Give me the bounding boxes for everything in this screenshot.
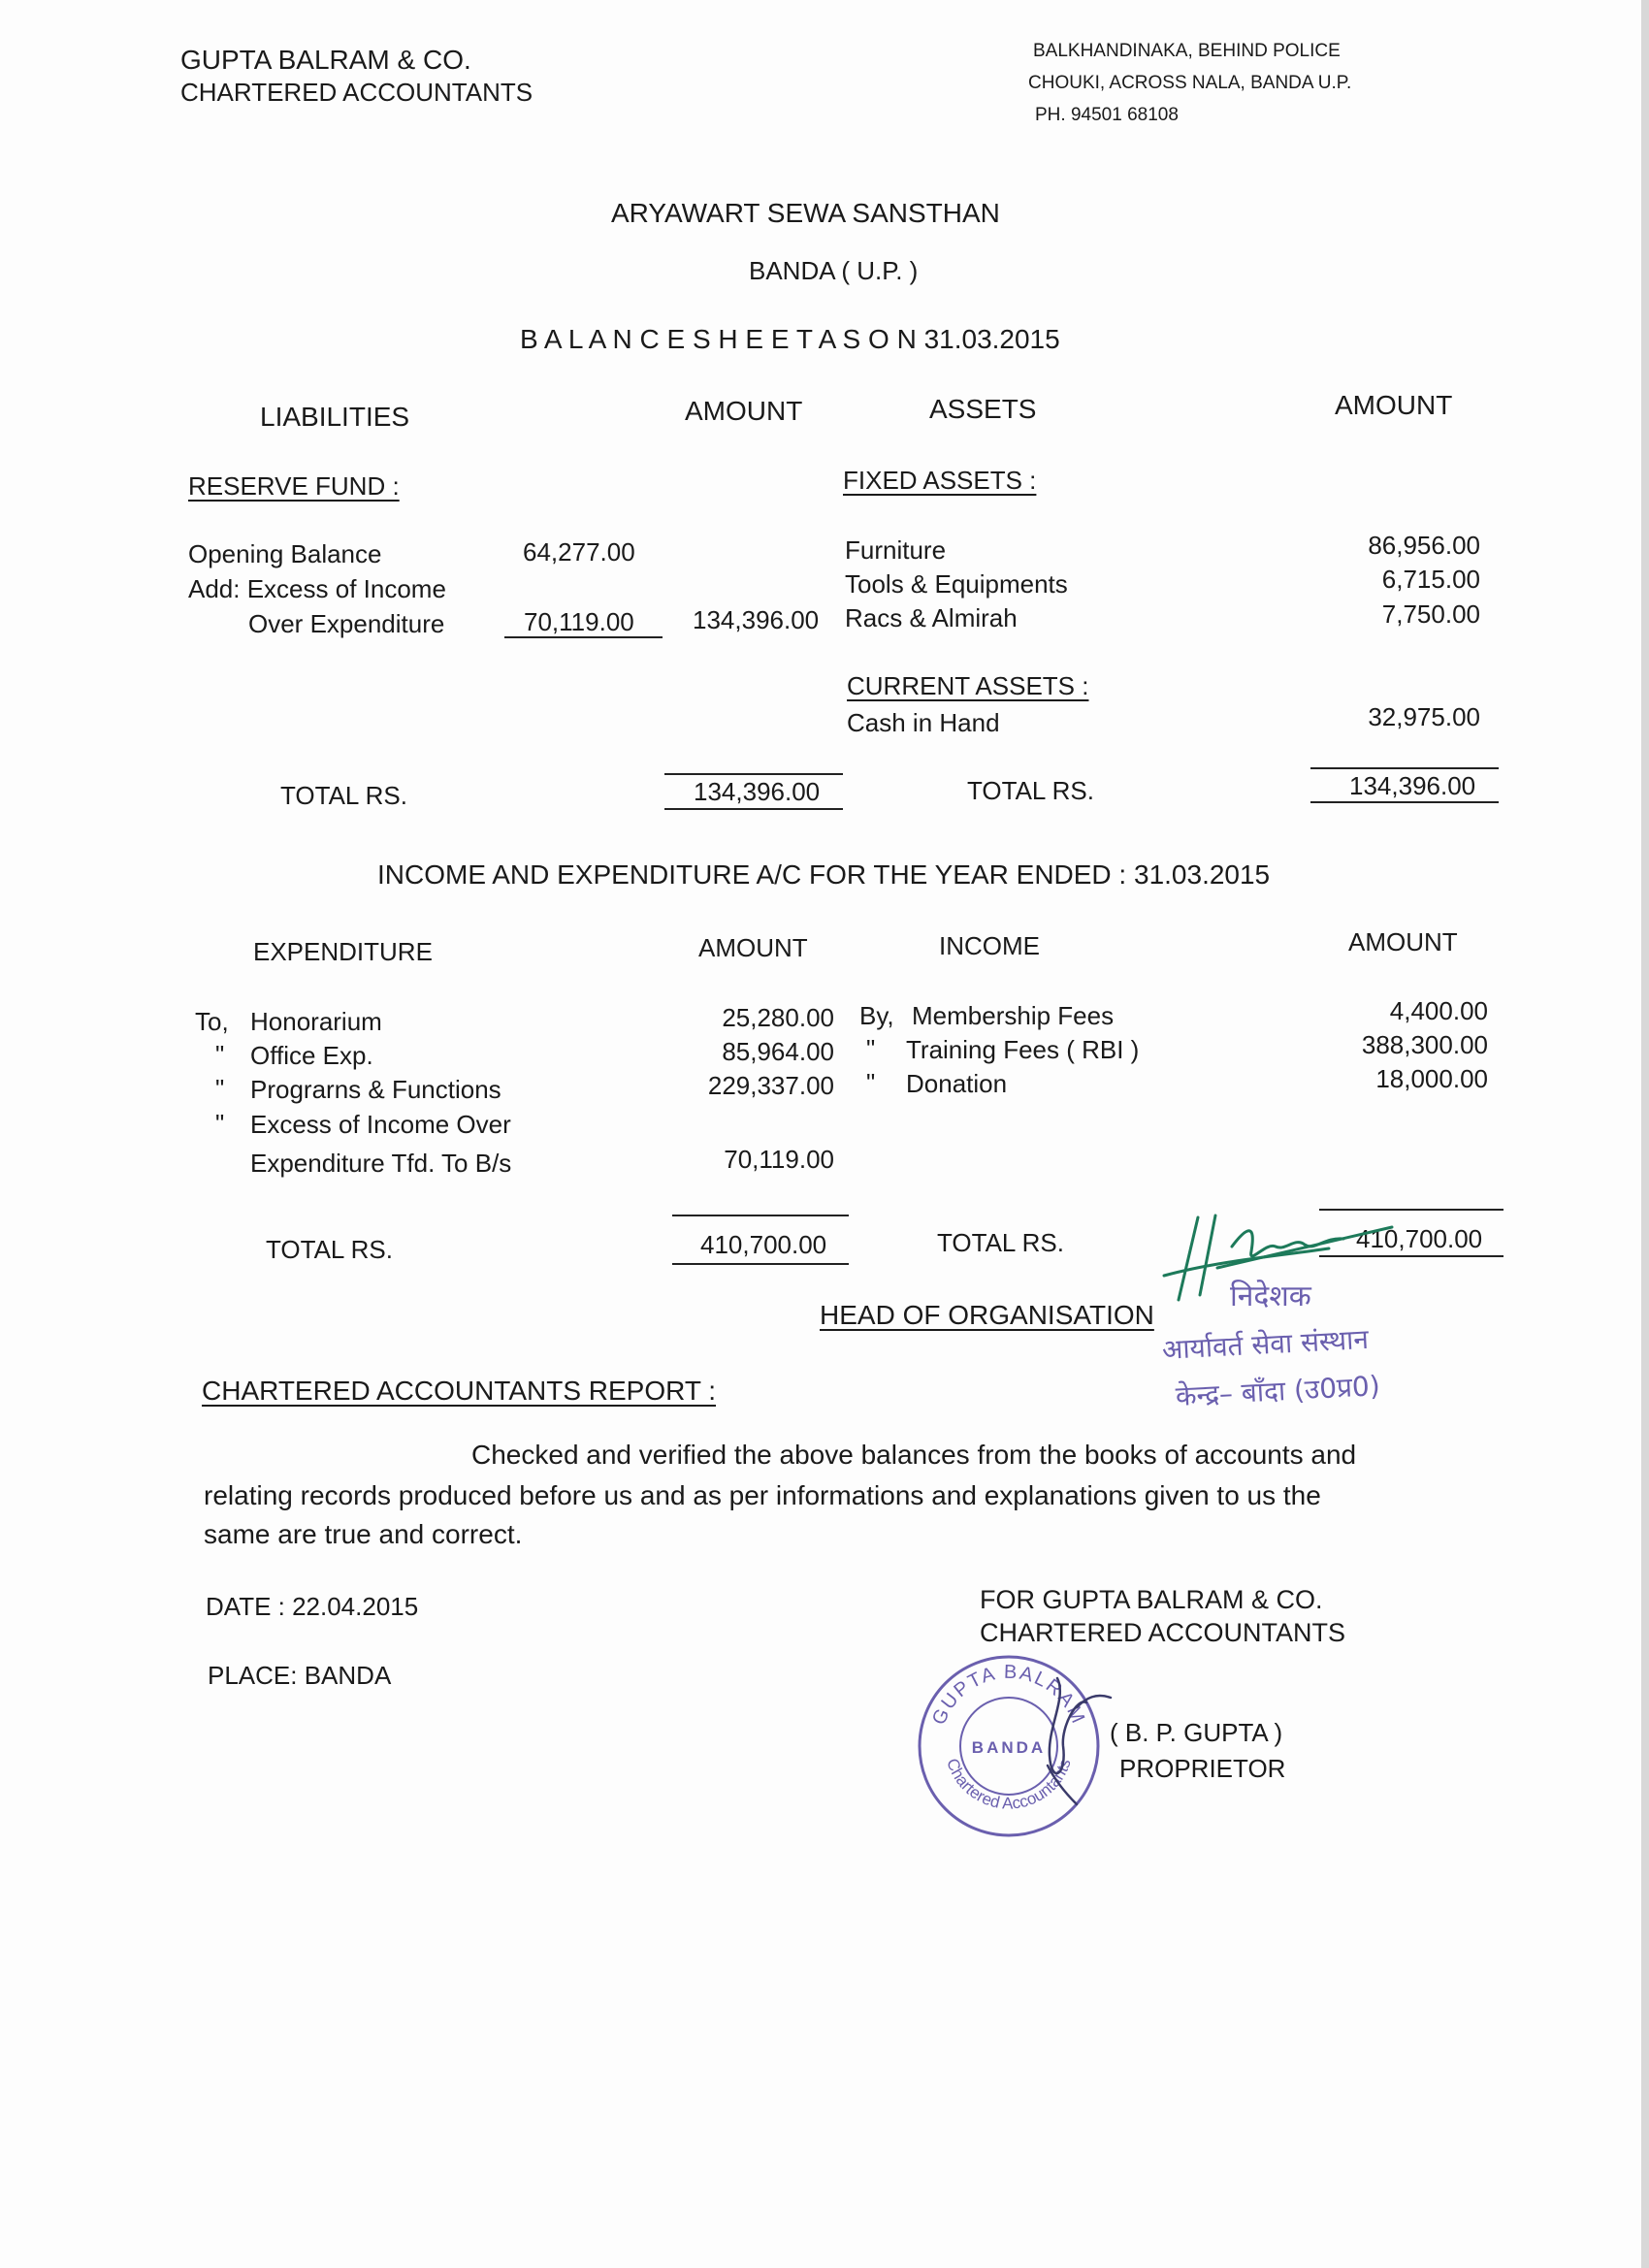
reserve-fund-heading: RESERVE FUND : (188, 471, 400, 501)
bs-total-label-right: TOTAL RS. (967, 776, 1094, 805)
exp-prefix-office: " (215, 1040, 225, 1069)
inc-value-donation: 18,000.00 (1375, 1064, 1488, 1093)
ie-total-left-topline (672, 1215, 849, 1216)
reserve-total: 134,396.00 (693, 605, 820, 634)
ie-total-left-underline (672, 1263, 849, 1265)
ie-amount-header-left: AMOUNT (698, 933, 808, 962)
inc-prefix-donation: " (866, 1068, 876, 1097)
asset-label-furniture: Furniture (845, 535, 947, 565)
ie-amount-header-right: AMOUNT (1348, 927, 1458, 956)
ie-total-label-left: TOTAL RS. (266, 1235, 393, 1264)
inc-prefix-membership: By, (859, 1001, 894, 1030)
bs-total-left: 134,396.00 (694, 777, 821, 806)
ie-total-right: 410,700.00 (1356, 1224, 1483, 1253)
exp-prefix-programs: " (215, 1074, 225, 1103)
bs-total-right: 134,396.00 (1349, 771, 1476, 800)
stamp-org-location: केन्द्र– बाँदा (उ0प्र0) (1175, 1369, 1381, 1412)
bs-total-left-underline (664, 808, 843, 810)
income-header: INCOME (939, 931, 1040, 960)
exp-label-office: Office Exp. (250, 1041, 373, 1070)
fixed-assets-heading: FIXED ASSETS : (843, 466, 1037, 495)
for-firm: FOR GUPTA BALRAM & CO. (980, 1585, 1323, 1614)
cash-label: Cash in Hand (847, 708, 1000, 737)
inc-value-membership: 4,400.00 (1389, 996, 1488, 1025)
stamp-org-name: आर्यावर्त सेवा संस्थान (1161, 1322, 1370, 1366)
assets-header: ASSETS (929, 394, 1037, 424)
inc-prefix-training: " (866, 1034, 876, 1063)
exp-value-office: 85,964.00 (722, 1037, 834, 1066)
bs-total-right-topline (1310, 767, 1499, 769)
seal-center-text: BANDA (971, 1738, 1047, 1757)
add-excess-label: Add: Excess of Income (188, 574, 446, 603)
current-assets-heading: CURRENT ASSETS : (847, 671, 1089, 700)
firm-phone: PH. 94501 68108 (1035, 105, 1179, 125)
firm-name: GUPTA BALRAM & CO. (180, 45, 471, 75)
liabilities-header: LIABILITIES (260, 402, 410, 432)
exp-label-excess-line2: Expenditure Tfd. To B/s (250, 1149, 512, 1178)
exp-value-programs: 229,337.00 (707, 1071, 834, 1100)
exp-label-honorarium: Honorarium (250, 1007, 382, 1036)
inc-label-donation: Donation (906, 1069, 1008, 1098)
report-place: PLACE: BANDA (208, 1661, 392, 1690)
asset-label-racs: Racs & Almirah (845, 603, 1018, 632)
exp-label-programs: Prograrns & Functions (250, 1075, 501, 1104)
amount-header-right: AMOUNT (1335, 390, 1453, 420)
expenditure-header: EXPENDITURE (253, 937, 433, 966)
report-date: DATE : 22.04.2015 (206, 1592, 419, 1621)
inc-label-membership: Membership Fees (912, 1001, 1115, 1030)
scan-edge (1641, 0, 1649, 2268)
for-firm-profession: CHARTERED ACCOUNTANTS (980, 1618, 1346, 1647)
head-of-organisation: HEAD OF ORGANISATION (820, 1300, 1154, 1330)
amount-header-left: AMOUNT (685, 396, 803, 426)
bs-total-right-underline (1310, 801, 1499, 803)
ie-title: INCOME AND EXPENDITURE A/C FOR THE YEAR ENDED : 31.03.2015 (377, 859, 1271, 890)
bs-total-label-left: TOTAL RS. (280, 781, 407, 810)
exp-value-excess: 70,119.00 (724, 1145, 834, 1174)
org-name: ARYAWART SEWA SANSTHAN (611, 198, 1000, 228)
report-line3: same are true and correct. (204, 1519, 523, 1549)
bs-total-left-topline (664, 773, 843, 775)
report-line2: relating records produced before us and as per informations and explanations given to us the (204, 1480, 1321, 1510)
excess-underline (504, 636, 663, 638)
opening-balance-label: Opening Balance (188, 539, 382, 568)
exp-prefix-honorarium: To, (195, 1007, 229, 1036)
opening-balance-value: 64,277.00 (523, 537, 635, 567)
asset-value-racs: 7,750.00 (1381, 599, 1480, 629)
firm-address-line2: CHOUKI, ACROSS NALA, BANDA U.P. (1028, 73, 1352, 93)
exp-label-excess: Excess of Income Over (250, 1110, 511, 1139)
ie-total-left: 410,700.00 (700, 1230, 827, 1259)
excess-value: 70,119.00 (524, 607, 634, 636)
asset-value-furniture: 86,956.00 (1368, 531, 1480, 560)
stamp-director: निदेशक (1230, 1280, 1311, 1313)
over-expenditure-label: Over Expenditure (248, 609, 445, 638)
asset-value-tools: 6,715.00 (1381, 565, 1480, 594)
asset-label-tools: Tools & Equipments (845, 569, 1068, 599)
balance-sheet-title: B A L A N C E S H E E T A S O N 31.03.2015 (520, 324, 1060, 354)
org-location: BANDA ( U.P. ) (749, 256, 919, 285)
inc-value-training: 388,300.00 (1361, 1030, 1488, 1059)
signatory-designation: PROPRIETOR (1119, 1754, 1286, 1783)
signatory-name: ( B. P. GUPTA ) (1110, 1718, 1283, 1747)
cash-value: 32,975.00 (1368, 702, 1480, 731)
seal-top-text: GUPTA BALRAM (928, 1661, 1090, 1729)
firm-address-line1: BALKHANDINAKA, BEHIND POLICE (1033, 41, 1341, 61)
seal-bottom-text: Chartered Accountants (943, 1756, 1075, 1813)
ca-report-heading: CHARTERED ACCOUNTANTS REPORT : (202, 1376, 717, 1406)
report-line1: Checked and verified the above balances from the books of accounts and (471, 1440, 1357, 1470)
firm-profession: CHARTERED ACCOUNTANTS (180, 78, 534, 107)
exp-prefix-excess: " (215, 1109, 225, 1138)
ie-total-label-right: TOTAL RS. (937, 1228, 1064, 1257)
exp-value-honorarium: 25,280.00 (722, 1003, 834, 1032)
proprietor-signature (1028, 1669, 1135, 1814)
inc-label-training: Training Fees ( RBI ) (906, 1035, 1140, 1064)
